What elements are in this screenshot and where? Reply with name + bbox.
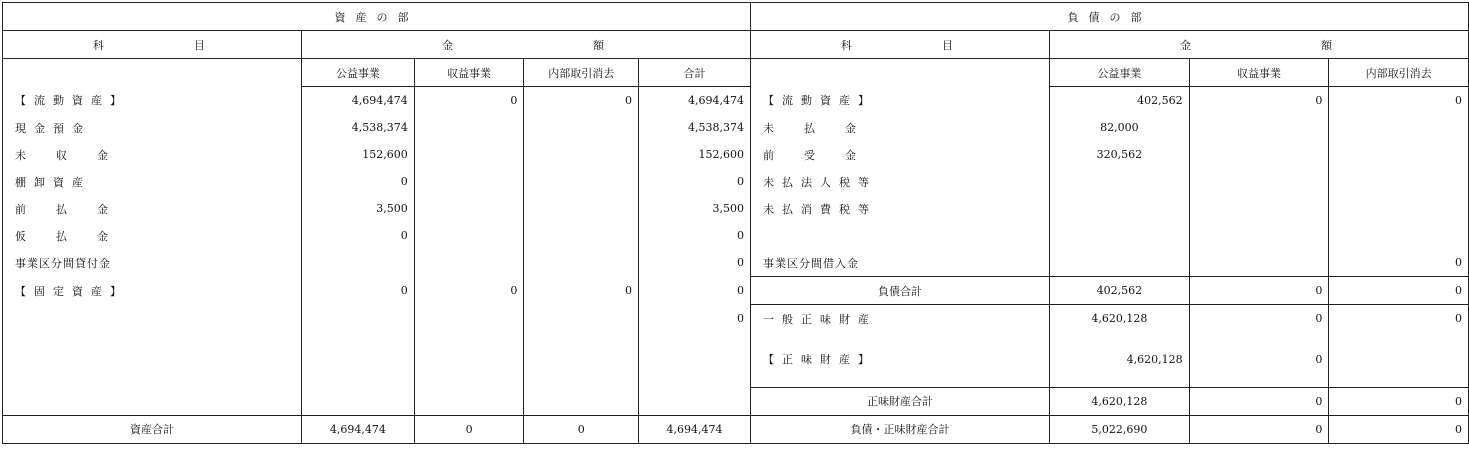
assets-col-header: 公益事業 (302, 59, 415, 87)
liabilities-row-label: 正味財産合計 (751, 387, 1050, 415)
liabilities-row-value (1050, 168, 1190, 195)
liabilities-row-value: 0 (1189, 387, 1329, 415)
liabilities-row-label: 【流動資産】 (751, 87, 1050, 115)
liabilities-row-value: 4,620,128 (1050, 387, 1190, 415)
assets-row-value (524, 168, 639, 195)
assets-row-value (414, 332, 524, 387)
assets-row-value: 0 (414, 277, 524, 305)
assets-row-value (302, 249, 415, 277)
assets-row-label: 現金預金 (3, 114, 302, 141)
liabilities-row-label: 事業区分間借入金 (751, 249, 1050, 277)
assets-row-value: 0 (524, 87, 639, 115)
liabilities-row-value: 0 (1329, 87, 1469, 115)
liabilities-total-label: 負債・正味財産合計 (751, 415, 1050, 443)
assets-row-value: 4,538,374 (639, 114, 751, 141)
assets-row-value: 0 (639, 277, 751, 305)
liabilities-row-value (1189, 195, 1329, 222)
liabilities-row-label: 未払消費税等 (751, 195, 1050, 222)
assets-row-value: 0 (524, 277, 639, 305)
liabilities-row-label: 未払法人税等 (751, 168, 1050, 195)
liabilities-row-value (1189, 168, 1329, 195)
assets-row-value: 4,538,374 (302, 114, 415, 141)
liabilities-row-value (1189, 114, 1329, 141)
assets-row-value (414, 141, 524, 168)
assets-subject-header: 科目 (3, 31, 302, 59)
assets-total-value: 4,694,474 (302, 415, 415, 443)
table-row (3, 87, 1469, 115)
liabilities-row-value: 0 (1329, 249, 1469, 277)
assets-row-value (524, 195, 639, 222)
liabilities-row-value: 0 (1329, 305, 1469, 333)
liabilities-row-value: 0 (1189, 277, 1329, 305)
assets-row-value (302, 332, 415, 387)
assets-total-value: 0 (524, 415, 639, 443)
liabilities-section-title: 負債の部 (751, 3, 1469, 31)
assets-row-value (524, 305, 639, 333)
liabilities-row-value (1050, 249, 1190, 277)
liabilities-row-value: 4,620,128 (1050, 332, 1190, 387)
assets-row-value: 3,500 (639, 195, 751, 222)
assets-row-value (302, 305, 415, 333)
assets-row-value (639, 332, 751, 387)
table-row (3, 277, 1469, 305)
liabilities-row-value: 82,000 (1050, 114, 1190, 141)
liabilities-row-label (751, 222, 1050, 249)
assets-row-value (524, 332, 639, 387)
liabilities-row-label: 前受金 (751, 141, 1050, 168)
assets-row-value (524, 387, 639, 415)
liabilities-row-label: 一般正味財産 (751, 305, 1050, 333)
liabilities-row-label: 負債合計 (751, 277, 1050, 305)
liabilities-col-header: 収益事業 (1189, 59, 1329, 87)
assets-row-value: 152,600 (639, 141, 751, 168)
table-row (3, 387, 1469, 415)
liabilities-row-value (1329, 332, 1469, 387)
assets-row-value (524, 249, 639, 277)
assets-row-value (414, 168, 524, 195)
assets-row-value (414, 195, 524, 222)
assets-row-label (3, 305, 302, 333)
assets-row-label: 棚卸資産 (3, 168, 302, 195)
liabilities-row-value (1329, 222, 1469, 249)
assets-row-value (639, 387, 751, 415)
assets-row-value (414, 222, 524, 249)
table-row (3, 141, 1469, 168)
table-row (3, 114, 1469, 141)
assets-row-label: 未収金 (3, 141, 302, 168)
liabilities-row-value: 402,562 (1050, 277, 1190, 305)
liabilities-row-value: 0 (1189, 332, 1329, 387)
liabilities-row-value: 0 (1329, 277, 1469, 305)
assets-row-value (414, 305, 524, 333)
assets-col-header: 内部取引消去 (524, 59, 639, 87)
liabilities-row-label: 未払金 (751, 114, 1050, 141)
liabilities-row-value: 0 (1189, 87, 1329, 115)
assets-row-value: 0 (639, 222, 751, 249)
liabilities-row-value (1189, 222, 1329, 249)
assets-row-value: 3,500 (302, 195, 415, 222)
table-row (3, 195, 1469, 222)
balance-sheet-table (2, 2, 1469, 444)
liabilities-row-value (1329, 195, 1469, 222)
liabilities-total-value: 0 (1189, 415, 1329, 443)
assets-row-value (524, 222, 639, 249)
assets-row-value: 0 (639, 305, 751, 333)
liabilities-row-value: 4,620,128 (1050, 305, 1190, 333)
assets-row-label (3, 332, 302, 387)
assets-row-value (302, 387, 415, 415)
assets-row-value: 4,694,474 (302, 87, 415, 115)
assets-section-title: 資産の部 (3, 3, 751, 31)
table-row (3, 249, 1469, 277)
liabilities-row-value (1329, 141, 1469, 168)
assets-row-label: 【固定資産】 (3, 277, 302, 305)
assets-row-value: 0 (302, 168, 415, 195)
assets-row-value (414, 249, 524, 277)
assets-row-label: 仮払金 (3, 222, 302, 249)
assets-row-label: 【流動資産】 (3, 87, 302, 115)
assets-row-value: 152,600 (302, 141, 415, 168)
table-row (3, 168, 1469, 195)
liabilities-subject-header: 科目 (751, 31, 1050, 59)
liabilities-row-value (1329, 114, 1469, 141)
liabilities-row-value (1189, 249, 1329, 277)
table-row (3, 305, 1469, 333)
assets-row-value: 4,694,474 (639, 87, 751, 115)
assets-row-label (3, 387, 302, 415)
table-row (3, 222, 1469, 249)
liabilities-row-value: 0 (1329, 387, 1469, 415)
assets-amount-header: 金額 (302, 31, 751, 59)
assets-row-value: 0 (639, 249, 751, 277)
assets-total-value: 0 (414, 415, 524, 443)
liabilities-amount-header: 金額 (1050, 31, 1469, 59)
liabilities-row-value: 402,562 (1050, 87, 1190, 115)
assets-row-label: 事業区分間貸付金 (3, 249, 302, 277)
table-row (3, 332, 1469, 387)
assets-row-value (414, 114, 524, 141)
assets-row-value: 0 (302, 222, 415, 249)
assets-row-value: 0 (414, 87, 524, 115)
liabilities-row-value (1050, 195, 1190, 222)
assets-col-header: 合計 (639, 59, 751, 87)
assets-row-value (524, 141, 639, 168)
liabilities-row-value: 0 (1189, 305, 1329, 333)
liabilities-row-value (1050, 222, 1190, 249)
assets-row-value (524, 114, 639, 141)
liabilities-total-value: 0 (1329, 415, 1469, 443)
assets-col-header: 収益事業 (414, 59, 524, 87)
assets-row-label: 前払金 (3, 195, 302, 222)
assets-total-value: 4,694,474 (639, 415, 751, 443)
liabilities-row-value (1329, 168, 1469, 195)
liabilities-col-header: 内部取引消去 (1329, 59, 1469, 87)
assets-row-value (414, 387, 524, 415)
liabilities-row-label: 【正味財産】 (751, 332, 1050, 387)
liabilities-row-value (1189, 141, 1329, 168)
assets-row-value: 0 (302, 277, 415, 305)
liabilities-total-value: 5,022,690 (1050, 415, 1190, 443)
liabilities-row-value: 320,562 (1050, 141, 1190, 168)
assets-total-label: 資産合計 (3, 415, 302, 443)
liabilities-col-header: 公益事業 (1050, 59, 1190, 87)
assets-row-value: 0 (639, 168, 751, 195)
